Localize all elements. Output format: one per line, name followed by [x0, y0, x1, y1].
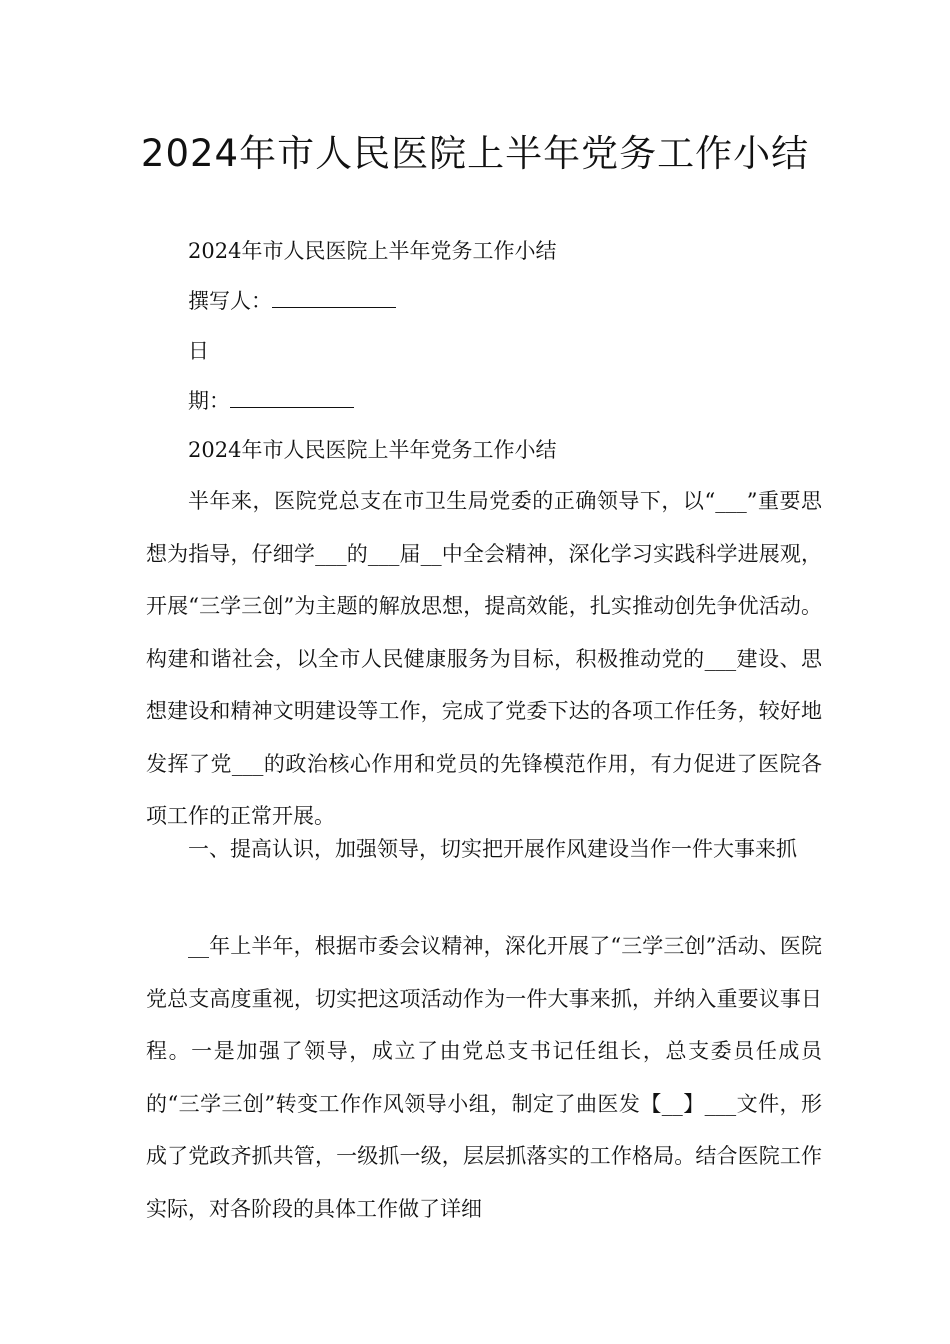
document-title: 2024年市人民医院上半年党务工作小结: [140, 132, 810, 175]
author-label: 撰写人：: [188, 289, 272, 313]
date-label-line-1: 日: [188, 339, 209, 363]
section-heading-1: 一、提高认识，加强领导，切实把开展作风建设当作一件大事来抓: [188, 837, 797, 861]
paragraph-section-1: __年上半年，根据市委会议精神，深化开展了“三学三创”活动、医院党总支高度重视，切实把这项活动作为一件大事来抓，并纳入重要议事日程。一是加强了领导，成立了由党总支书记任组长，总支委员任成员的“三学三创”转变工作作风领导小组，制定了曲医发【__】___文件，形成了党政齐抓共管，一级抓一级，层层抓落实的工作格局。结合医院工作实际，对各阶段的具体工作做了详细: [146, 934, 822, 1221]
document-subtitle-repeat: 2024年市人民医院上半年党务工作小结: [188, 438, 557, 462]
date-blank: [230, 387, 354, 408]
author-blank: [272, 287, 396, 308]
author-line: [188, 285, 396, 317]
document-subtitle: 2024年市人民医院上半年党务工作小结: [188, 239, 557, 263]
date-label: 期：: [188, 389, 230, 413]
date-line: [188, 385, 354, 417]
paragraph-intro: 半年来，医院党总支在市卫生局党委的正确领导下，以“___”重要思想为指导，仔细学___的___届__中全会精神，深化学习实践科学进展观，开展“三学三创”为主题的解放思想，提高效能，扎实推动创先争优活动。构建和谐社会，以全市人民健康服务为目标，积极推动党的___建设、思想建设和精神文明建设等工作，完成了党委下达的各项工作任务，较好地发挥了党___的政治核心作用和党员的先锋模范作用，有力促进了医院各项工作的正常开展。: [146, 489, 822, 828]
